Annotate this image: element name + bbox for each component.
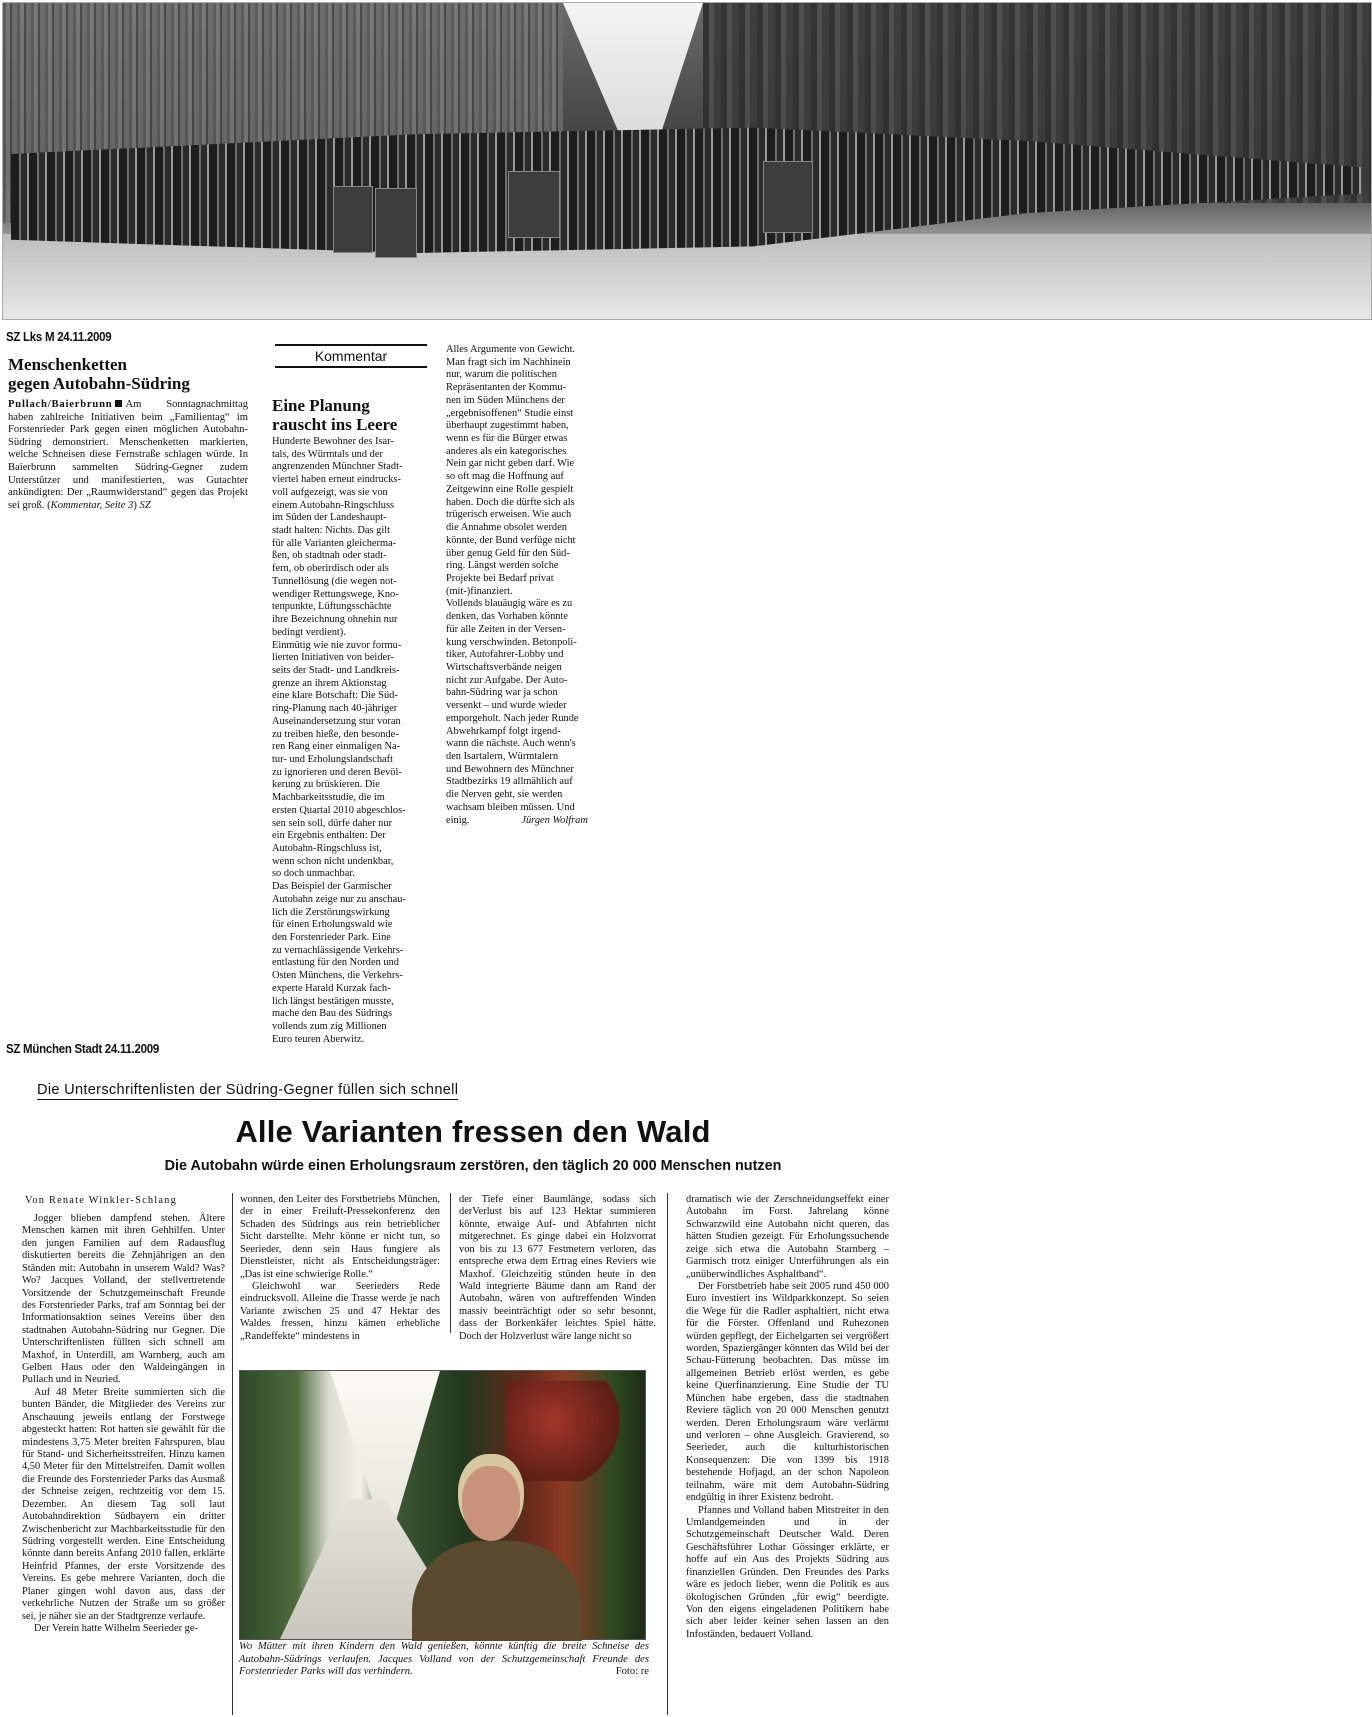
source-label: SZ München Stadt 24.11.2009 — [6, 1042, 159, 1056]
article-column-3 — [459, 1194, 656, 1342]
article-column-1 — [22, 1213, 225, 1713]
cross-reference: Kommentar, Seite 3 — [50, 499, 134, 511]
paragraph: wonnen, den Leiter des Forstbetriebs München, der in einer Freiluft-Pressekonferenz den Schaden des Südrings aus rein betrieblicher Sicht darstellte. Mehr könne er nicht tun, so Seerieder, denn sein Haus fungiere als Dienstleister, nicht als Entscheidungsträger: „Das ist eine schwierige Rolle.“ — [240, 1194, 440, 1280]
article-headline — [8, 355, 248, 393]
headline-line-2: rauscht ins Leere — [272, 415, 398, 434]
comment-headline — [272, 396, 432, 434]
photo-protest-banner — [763, 161, 813, 233]
headline-line-1: Eine Planung — [272, 396, 370, 415]
photo-protest-banner — [375, 188, 417, 258]
article-column-2 — [240, 1194, 440, 1342]
dateline: Pullach/Baierbrunn — [8, 399, 113, 410]
photo-sky — [563, 3, 703, 133]
photo-person-head — [462, 1466, 520, 1541]
comment-column-1: Hunderte Bewohner des Isar- tals, des Würmtals und der angrenzenden Münchner Stadt- viertel haben erneut eindrucks- voll aufgezeigt, was sie von einem Autobahn-Ringschluss im Süden der Landeshaupt- stadt halten: Nichts. Das gilt für alle Varianten gleicherma- ßen, ob stadtnah oder stadt- fern, ob oberirdisch oder als Tunnellösung (die wegen not- wendiger Rettungswege, Kno- tenpunkte, Lüftungsschächte ihre Bezeichnung ohnehin nur bedingt verdient). Einmütig wie nie zuvor formu- lierten Initiativen von beider- seits der Stadt- und Landkreis- grenze an ihrem Aktionstag eine klare Botschaft: Die Süd- ring-Planung nach 40-jähriger Auseinandersetzung stur voran zu treiben hieße, den besonde- ren Rang einer einmaligen Na- tur- und Erholungslandschaft zu ignorieren und deren Bevöl- kerung zu brüskieren. Die Machbarkeitsstudie, die im ersten Quartal 2010 abgeschlos- sen sein soll, dürfe daher nur ein Ergebnis enthalten: Der Autobahn-Ringschluss ist, wenn schon nicht undenkbar, so doch unmachbar. Das Beispiel der Garmischer Autobahn zeige nur zu anschau- lich die Zerstörungswirkung für einen Erholungswald wie den Forstenrieder Park. Eine zu vernachlässigende Verkehrs- entlastung für den Norden und Osten Münchens, die Verkehrs- experte Harald Kurzak fach- lich längst bestätigen musste, mache den Bau des Südrings vollends zum zig Millionen Euro teuren Aberwitz. — [272, 436, 406, 1045]
column-rule — [450, 1193, 451, 1333]
photo-autumn-foliage — [505, 1381, 625, 1481]
main-headline: Alle Varianten fressen den Wald — [235, 1114, 711, 1149]
panorama-photo — [2, 2, 1372, 320]
signature: SZ — [139, 499, 151, 511]
photo-sky — [330, 1371, 440, 1521]
paragraph: Der Forstbetrieb habe seit 2005 rund 450 000 Euro investiert ins Wildparkkonzept. So seien die Wege für die Radler asphaltiert, nicht etwa für die Förster. Offenland und Ruhezonen würden gepflegt, der Eichelgarten sei vergrößert worden, Spaziergänger könnten das Wild bei der Schau-Fütterung beobachten. Das müsse im allgemeinen Betrieb erlöst werden, es gebe keine Querfinanzierung. Eine Studie der TU München habe ergeben, dass die stadtnahen Reviere täglich von 20 000 Menschen genutzt werden. Deren Erholungsraum wäre verlärmt und verloren – ohne Ausgleich. Gravierend, so Seerieder, auch die kulturhistorischen Konsequenzen: Die von 1399 bis 1918 bestehende Hofjagd, an der schon Napoleon teilnahm, wäre mit dem Autobahn-Südring endgültig in ihrer Existenz bedroht. — [686, 1280, 889, 1504]
headline-line-1: Menschenketten — [8, 355, 127, 374]
subheadline: Die Autobahn würde einen Erholungsraum zerstören, den täglich 20 000 Menschen nutzen — [164, 1158, 782, 1174]
comment-text: Alles Argumente von Gewicht. Man fragt sich im Nachhinein nur, warum die politischen Repräsentanten der Kommu- nen im Süden Münchens der „ergebnisoffenen“ Studie einst überhaupt zugestimmt haben, wenn es für die Bürger etwas anderes als ein kategorisches Nein gar nicht geben darf. Wie so oft mag die Hoffnung auf Zeitgewinn eine Rolle gespielt haben. Doch die dürfte sich als trügerisch erweisen. Wie auch die Annahme obsolet werden könnte, der Bund verfüge nicht über genug Geld für den Süd- ring. Längst werden solche Projekte bei Bedarf privat (mit-)finanziert. Vollends blauäugig wäre es zu denken, das Vorhaben könnte für alle Zeiten in der Versen- kung verschwinden. Betonpoli- tiker, Autofahrer-Lobby und Wirtschaftsverbände neigen nicht zur Aufgabe. Der Auto- bahn-Südring war ja schon versenkt – und wurde wieder emporgeholt. Nach jeder Runde Abwehrkampf folgt irgend- wann die nächste. Auch wenn's den Isartalern, Würmtalern und Bewohnern des Münchner Stadtbezirks 19 allmählich auf die Nerven geht, sie werden wachsam bleiben müssen. Und einig. — [446, 344, 579, 826]
article-column-4 — [686, 1194, 889, 1714]
comment-column-2 — [446, 344, 616, 827]
bullet-square-icon — [115, 400, 122, 407]
photo-protest-banner — [508, 171, 560, 238]
article-body: Pullach/Baierbrunn Am Sonntagnachmittag haben zahlreiche Initiativen beim „Familientag“ im Forstenrieder Park gegen einen möglichen Autobahn-Südring demonstriert. Menschenketten markierten, welche Schneisen diese Fernstraße schlagen würde. In Baierbrunn sammelten Südring-Gegner zudem Unterstützer und manifestierten, was Gutachter ankündigten: Der „Raumwiderstand“ gegen das Projekt sei groß. (Kommentar, Seite 3) SZ — [8, 399, 248, 511]
kicker: Die Unterschriftenlisten der Südring-Gegner füllen sich schnell — [37, 1082, 459, 1098]
paragraph: Auf 48 Meter Breite summierten sich die bunten Bänder, die Mitglieder des Vereins zur Anschauung jeweils entlang der Forstwege abgesteckt hatten: Rot hatten sie gewählt für die mindestens 3,75 Meter breiten Fahrspuren, blau für Stand- und Sicherheitsstreifen. Hinzu kamen 4,50 Meter für den Mittelstreifen. Damit wollen die Freunde des Forstenrieder Parks das Ausmaß der Schneise zeigen, rechtzeitig vor dem 15. Dezember. An diesem Tag soll laut Autobahndirektion Südbayern ein dritter Zwischenbericht zur Machbarkeitsstudie für den Südring vorgestellt werden. Eine Entscheidung könnte dann bereits Anfang 2010 fallen, erklärte Heinfrid Pfannes, der erste Vorsitzende des Vereins. Es gebe mehrere Varianten, doch die Planer gingen wohl davon aus, dass der verkehrliche Nutzen der Straße um so größer sei, je näher sie an der Stadtgrenze verlaufe. — [22, 1386, 225, 1622]
photo-credit: Foto: re — [615, 1666, 649, 1677]
photo-protest-banner — [333, 186, 373, 253]
paragraph: dramatisch wie der Zerschneidungseffekt einer Autobahn im Forst. Jahrelang könne Schwarzwild eine Autobahn nicht queren, das hätten Studien gezeigt. Für Erholungssuchende zeige sich etwa die Autobahn Starnberg – Garmisch trotz einiger Unterführungen als ein „unüberwindliches Asphaltband“. — [686, 1194, 889, 1280]
column-rule — [232, 1193, 233, 1715]
paragraph: der Tiefe einer Baumlänge, sodass sich derVerlust bis auf 123 Hektar summieren könnte, etwaige Auf- und Abfahrten nicht mitgerechnet. Es ginge dabei ein Holzvorrat von bis zu 13 677 Festmetern verloren, das entspreche etwa dem Ertrag eines Reviers wie Maxhof. Gleichzeitig stünden heute in den Wald integrierte Bäume dann am Rand der Autobahn, wären von auftreffenden Winden massiv beeinträchtigt oder so sehr besonnt, dass der Borkenkäfer leichtes Spiel hätte. Doch der Holzverlust wäre lange nicht so — [459, 1194, 656, 1342]
forest-photo — [239, 1370, 646, 1640]
byline: Von Renate Winkler-Schlang — [25, 1195, 177, 1206]
article-text: Am Sonntagnachmittag haben zahlreiche Initiativen beim „Familientag“ im Forstenrieder Park gegen einen möglichen Autobahn-Südring demonstriert. Menschenketten markierten, welche Schneisen diese Fernstraße schlagen würde. In Baierbrunn sammelten Südring-Gegner zudem Unterstützer und manifestierten, was Gutachter ankündigten: Der „Raumwiderstand“ gegen das Projekt sei groß. ( — [8, 399, 248, 511]
paragraph: Der Verein hatte Wilhelm Seerieder ge- — [34, 1622, 198, 1634]
photo-caption — [239, 1641, 649, 1679]
photo-person-jacket — [412, 1541, 582, 1641]
column-rule — [667, 1193, 668, 1715]
paragraph: Pfannes und Volland haben Mitstreiter in den Umlandgemeinden und in der Schutzgemeinschaft Deutscher Wald. Deren Geschäftsführer Lothar Gössinger erklärte, er hoffe auf ein Aus des Projekts Südring aus finanziellen Gründen. Den Freundes des Parks wäre es jedoch lieber, wenn die Politik es aus ökologischen Gründen „für ewig“ beerdigte. Von den eigens eingeladenen Politikern habe sich aber leider keiner sehen lassen an den Infoständen, bedauert Volland. — [686, 1504, 889, 1640]
comment-author: Jürgen Wolfram — [521, 814, 588, 826]
kommentar-label: Kommentar — [275, 344, 427, 368]
paragraph: Jogger blieben dampfend stehen. Ältere Menschen kamen mit ihren Gehhilfen. Unter den jungen Familien auf dem Radausflug diskutierten bereits die Zehnjährigen an den Ständen mit: Autobahn in unserem Wald? Was? Wo? Jacques Volland, der stellvertretende Vorsitzende der Schutzgemeinschaft Freunde des Forstenrieder Parks, traf am Sonntag bei der Informationsaktion seines Vereins über den stadtnahen Autobahn-Südring nur Gegner. Die Unterschriftenlisten füllten sich schnell am Maxhof, in Unterdill, am Warnberg, auch am Gelben Haus oder den Waldeingängen in Pullach und in Neuried. — [22, 1213, 225, 1386]
headline-line-2: gegen Autobahn-Südring — [8, 374, 190, 393]
caption-text: Wo Mütter mit ihren Kindern den Wald genießen, könnte künftig die breite Schneise des Autobahn-Südrings verlaufen. Jacques Volland von der Schutzgemeinschaft Freunde des Forstenrieder Parks will das verhindern. — [239, 1641, 649, 1677]
source-label: SZ Lks M 24.11.2009 — [6, 330, 112, 344]
paragraph: Gleichwohl war Seerieders Rede eindrucksvoll. Alleine die Trasse werde je nach Variante zwischen 25 und 47 Hektar des Waldes fressen, hinzu kämen erhebliche „Randeffekte“ mindestens in — [240, 1280, 440, 1342]
